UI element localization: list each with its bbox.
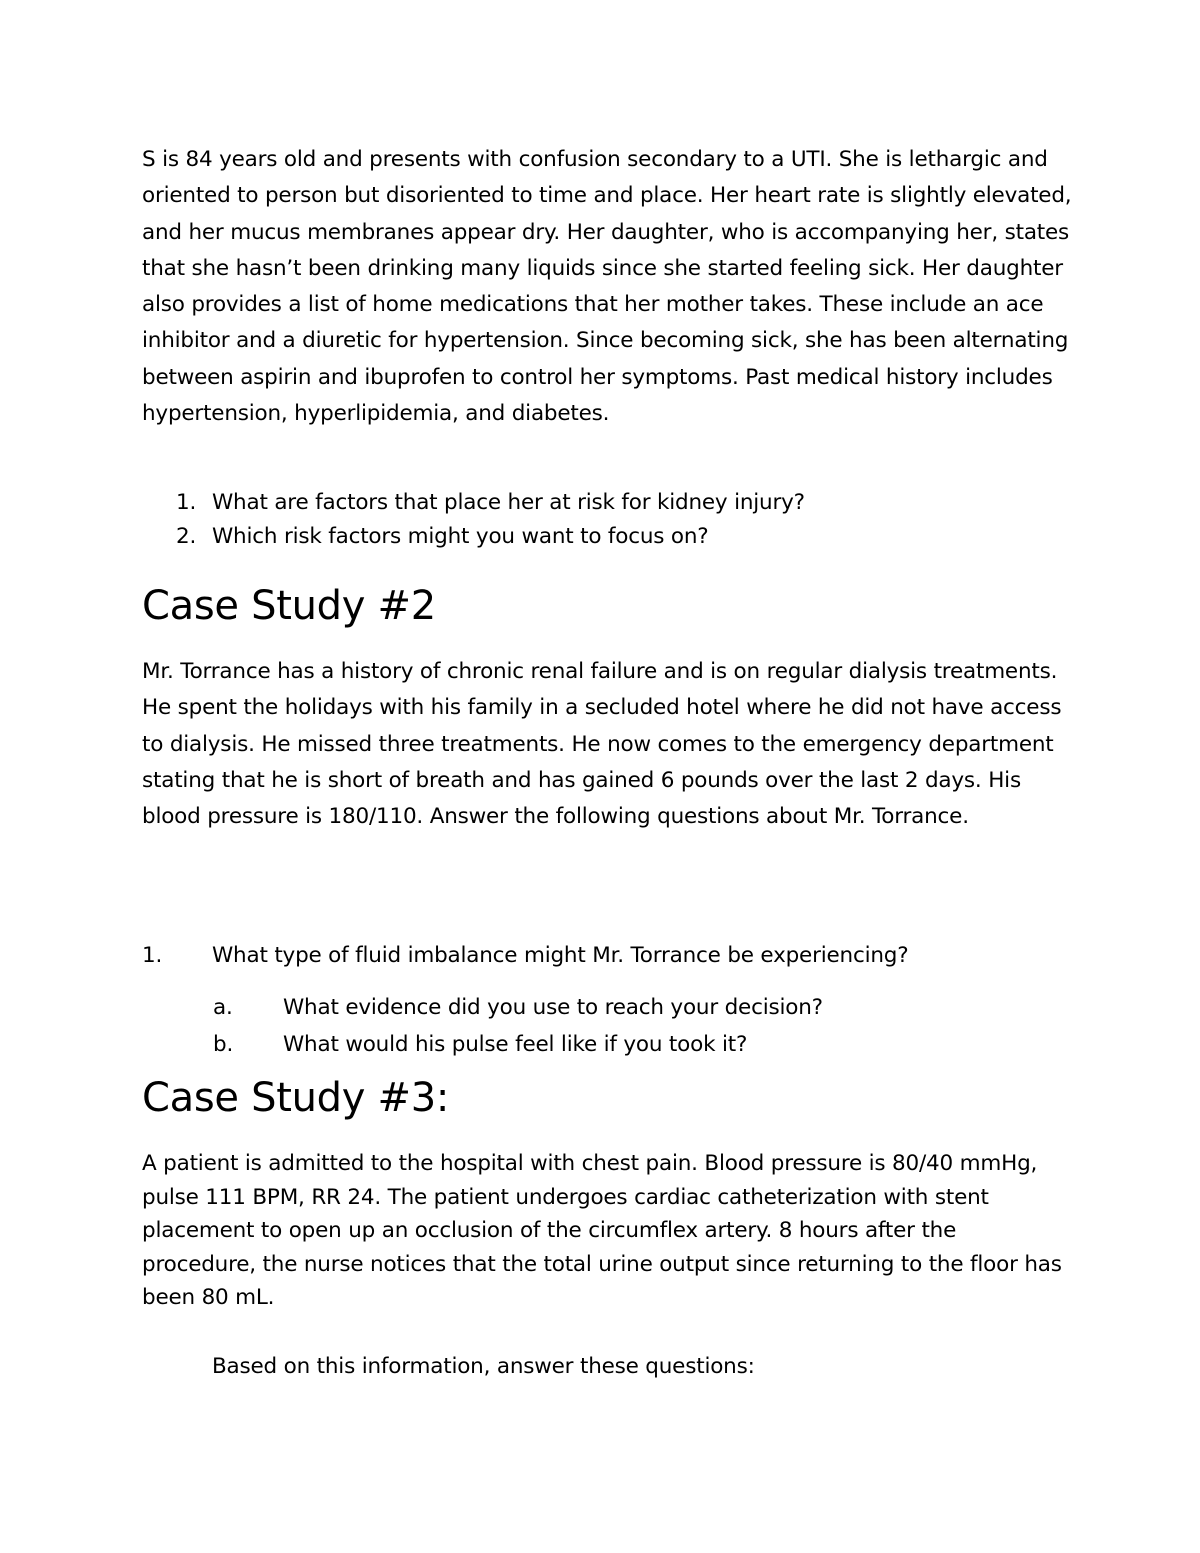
case2-paragraph: Mr. Torrance has a history of chronic renal failure and is on regular dialysis treatments. He spent the holidays with his family in a secluded hotel where he did not have access to dialysis. He missed three treatments. He now comes to the emergency department stating that he is short of breath and has gained 6 pounds over the last 2 days. His blood pressure is 180/110. Answer the following questions about Mr. Torrance. [142,659,1062,830]
list-number: 1. [142,943,163,968]
list-number: 1. [176,490,197,515]
list-number: 2. [176,524,197,549]
question-text: What type of fluid imbalance might Mr. Torrance be experiencing? [212,943,909,968]
question-text: What are factors that place her at risk for kidney injury? [212,490,805,515]
list-letter: a. [213,995,233,1020]
case3-heading: Case Study #3: [142,1075,450,1121]
question-text: Which risk factors might you want to focus on? [212,524,709,549]
question-text: What would his pulse feel like if you took it? [283,1032,748,1057]
case1-paragraph: S is 84 years old and presents with confusion secondary to a UTI. She is lethargic and oriented to person but disoriented to time and place. Her heart rate is slightly elevated, and her mucus membranes appear dry. Her daughter, who is accompanying her, states that she hasn’t been drinking many liquids since she started feeling sick. Her daughter also provides a list of home medications that her mother takes. These include an ace inhibitor and a diuretic for hypertension. Since becoming sick, she has been alternating between aspirin and ibuprofen to control her symptoms. Past medical history includes hypertension, hyperlipidemia, and diabetes. [142,147,1072,427]
list-letter: b. [213,1032,234,1057]
case3-paragraph: A patient is admitted to the hospital with chest pain. Blood pressure is 80/40 mmHg, pulse 111 BPM, RR 24. The patient undergoes cardiac catheterization with stent placement to open up an occlusion of the circumflex artery. 8 hours after the procedure, the nurse notices that the total urine output since returning to the floor has been 80 mL. [142,1151,1062,1311]
case2-heading: Case Study #2 [142,583,436,629]
prompt-text: Based on this information, answer these questions: [212,1354,755,1379]
question-text: What evidence did you use to reach your decision? [283,995,823,1020]
